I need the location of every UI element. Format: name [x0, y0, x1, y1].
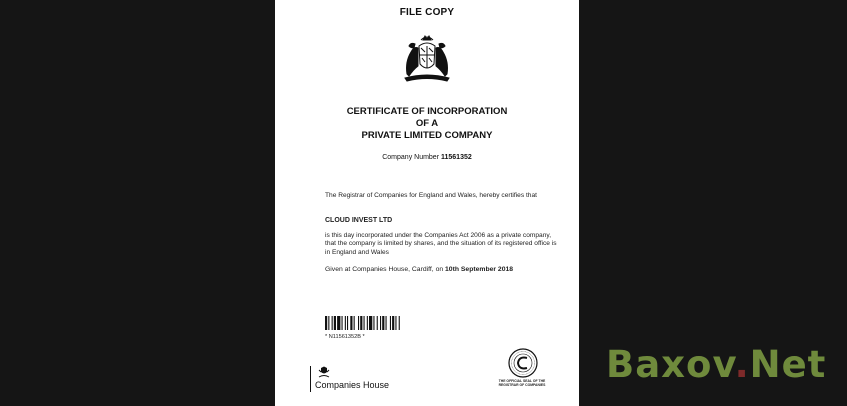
- company-name: CLOUD INVEST LTD: [325, 217, 393, 224]
- given-date: 10th September 2018: [445, 266, 514, 273]
- given-line: [325, 266, 557, 274]
- barcode-bar: [345, 316, 346, 330]
- barcode-bar: [332, 316, 333, 330]
- barcode-bar: [350, 316, 352, 330]
- barcode-bar: [358, 316, 359, 330]
- barcode-bar: [325, 316, 327, 330]
- barcode-bar: [395, 316, 396, 330]
- barcode-bar: [369, 316, 372, 330]
- official-seal-icon: [503, 348, 543, 378]
- watermark-part-2: .: [734, 343, 750, 386]
- barcode: [325, 316, 435, 330]
- given-prefix: Given at Companies House, Cardiff, on: [325, 266, 444, 273]
- certificate-title: [275, 106, 579, 142]
- barcode-text: * N11561352B *: [325, 334, 365, 340]
- company-number-value: 11561352: [441, 154, 472, 161]
- royal-coat-of-arms-icon: [399, 34, 455, 82]
- barcode-bar: [360, 316, 362, 330]
- company-number-line: [275, 154, 579, 161]
- barcode-bar: [373, 316, 374, 330]
- barcode-bar: [392, 316, 394, 330]
- barcode-bar: [367, 316, 368, 330]
- barcode-bar: [386, 316, 387, 330]
- barcode-bar: [337, 316, 340, 330]
- file-copy-header: FILE COPY: [399, 7, 455, 18]
- watermark-part-3: Net: [749, 343, 827, 386]
- title-line-1: CERTIFICATE OF INCORPORATION: [346, 106, 508, 117]
- barcode-bar: [342, 316, 343, 330]
- crest-icon: [318, 366, 330, 378]
- title-line-3: PRIVATE LIMITED COMPANY: [361, 130, 493, 141]
- watermark-part-1: Baxov: [606, 343, 735, 386]
- certificate-page: [275, 0, 579, 406]
- certifies-paragraph: The Registrar of Companies for England and Wales, hereby certifies that: [325, 192, 537, 199]
- barcode-bar: [399, 316, 400, 330]
- watermark-logo: [606, 343, 827, 386]
- barcode-bar: [377, 316, 378, 330]
- barcode-bar: [382, 316, 384, 330]
- incorporation-paragraph: is this day incorporated under the Companies Act 2006 as a private company, that the company is limited by shares, and the situation of its registered office is in England and Wales: [325, 232, 557, 256]
- barcode-bar: [380, 316, 381, 330]
- barcode-bar: [347, 316, 348, 330]
- barcode-bar: [328, 316, 329, 330]
- title-line-2: OF A: [415, 118, 439, 129]
- barcode-bar: [390, 316, 391, 330]
- barcode-bar: [334, 316, 336, 330]
- companies-house-label: Companies House: [315, 380, 390, 390]
- seal-caption: THE OFFICIAL SEAL OF THE REGISTRAR OF COMPANIES: [498, 379, 546, 387]
- company-number-label: Company Number: [382, 154, 440, 161]
- companies-house-logo: [310, 366, 390, 392]
- barcode-bar: [364, 316, 365, 330]
- barcode-bar: [354, 316, 355, 330]
